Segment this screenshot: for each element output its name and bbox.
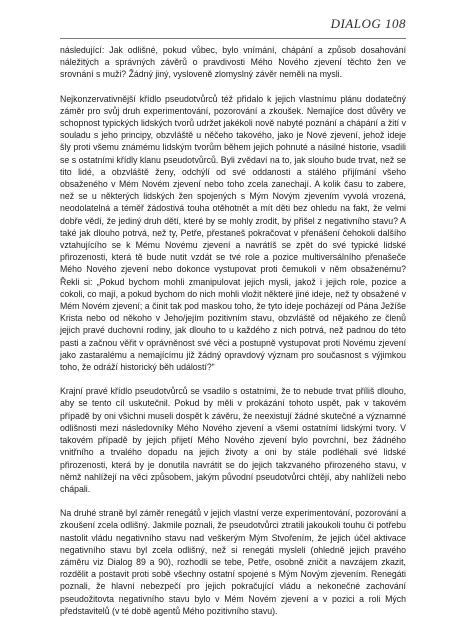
paragraph: následující: Jak odlišné, pokud vůbec, bylo vnímání, chápání a způsob dosahování náležitých a správných závěrů o pravdivosti Mého Nového zjevení těchto žen ve srovnání s muži? Žádný jiný, vysloveně zlomyslný závěr neměli na mysli. [60,45,406,80]
document-body [60,44,406,629]
header-title: DIALOG 108 [330,16,406,31]
paragraph: Krajní pravé křídlo pseudotvůrců se vsadilo s ostatními, že to nebude trvat příliš dlouho, aby se tento cíl uskutečnil. Pokud by měli v prokázání tohoto uspět, pak v takovém případě by oni všichni museli dospět k závěru, že neexistují žádné skutečné a významné odlišnosti mezi následovníky Mého Nového zjevení a všemi ostatními lidskými tvory. V takovém případě by jejich přijetí Mého Nového zjevení bylo povrchní, bez žádného vnitřního a trvalého dopadu na jejich životy a oni by stále podléhali své lidské přirozenosti, která by je donutila navrátit se do jejich takzvaného přirozeného stavu, v němž nahlížejí na věci způsobem, jakým původní pseudotvůrci chtějí, aby nahlíželi nebo chápali. [60,386,406,494]
page-header [60,16,406,39]
paragraph: Na druhé straně byl záměr renegátů v jejich vlastní verze experimentování, pozorování a zkoušení zcela odlišný. Jakmile poznali, že pseudotvůrci ztratili jakoukoli touhu či potřebu nastolit vládu negativního stavu nad veškerým Mým Stvořením, že jejich účel aktivace negativního stavu byl zcela odlišný, než si renegáti mysleli (ohledně jejich pravého záměru viz Dialog 89 a 90), rozhodli se tebe, Petře, osobně zničit a navzájem zkazit, rozdělit a postavit proti sobě všechny ostatní spojené s Mým Novým zjevením. Renegáti poznali, že hlavní nebezpečí pro jejich pokračující vládu a nekonečné zachování pseudožitovta negativního stavu bylo v Mém Novém zjevení a v pozici a roli Mých představitelů (v té době agentů Mého pozitivního stavu). [60,508,406,616]
paragraph: Nejkonzervativnější křídlo pseudotvůrců též přidalo k jejich vlastnímu plánu dodatečný záměr pro svůj druh experimentování, pozorování a zkoušek. Nemajíce dost důvěry ve schopnost typických lidských tvorů udržet jakékoli nově nabyté poznání a chápání a žití v souladu s jeho principy, obzvláště u něčeho takového, jako je Nové zjevení, jehož ideje šly proti všemu známému lidským tvorům během jejich pohnuté a násilné historie, vsadili se s ostatními křídly klanu pseudotvůrců. Byli zvědaví na to, jak slouho bude trvat, než se tito lidé, a obzvláště ženy, odchýlí od své oddanosti a stálého přijímání všeho obsaženého v Mém Novém zjevení nebo toho zcela zanechají. A kolik času to zabere, než se u některých lidských žen spojených s Mým Novým zjevením vyvolá vrozená, neodolatelná a téměř žádostivá touha otěhotnět a mít děti bez ohledu na fakt, že velmi dobře vědí, že jediný druh dětí, které by se mohly zrodit, by přišel z negativního stavu? A také jak dlouho potrvá, než ty, Petře, přestaneš pokračovat v přenášení čehokoli dalšího vztahujícího se k Mému Novému zjevení a navrátíš se zpět do své typické lidské přirozenosti, která tě bude nutit vzdát se tvé role a pozice multiversálního přenašeče Mého Nového zjevení nebo dokonce vystupovat proti čemukoli v něm obsaženému? Řekli si: „Pokud bychom mohli zmanipulovat jejich mysli, jakož i jejich role, pozice a cokoli, co mají, a pokud bychom do nich mohli vložit některé jiné ideje, než ty obsažené v Mém Novém zjevení; a činit tak pod maskou toho, že tyto ideje pocházejí od Pána Ježíše Krista nebo od někoho v Jeho/jejím pozitivním stavu, obzvláště od nějakého ze členů jejich pravé duchovní rodiny, jak dlouho to u každého z nich potrvá, než padnou do této pasti a začnou věřit v oprávněnost své věci a postupně vystupovat proti Novému zjevení jako zastaralému a nemajícímu již žádný opravdový význam pro současnost s výjimkou toho, že odráží historický běh událostí?“ [60,93,406,373]
